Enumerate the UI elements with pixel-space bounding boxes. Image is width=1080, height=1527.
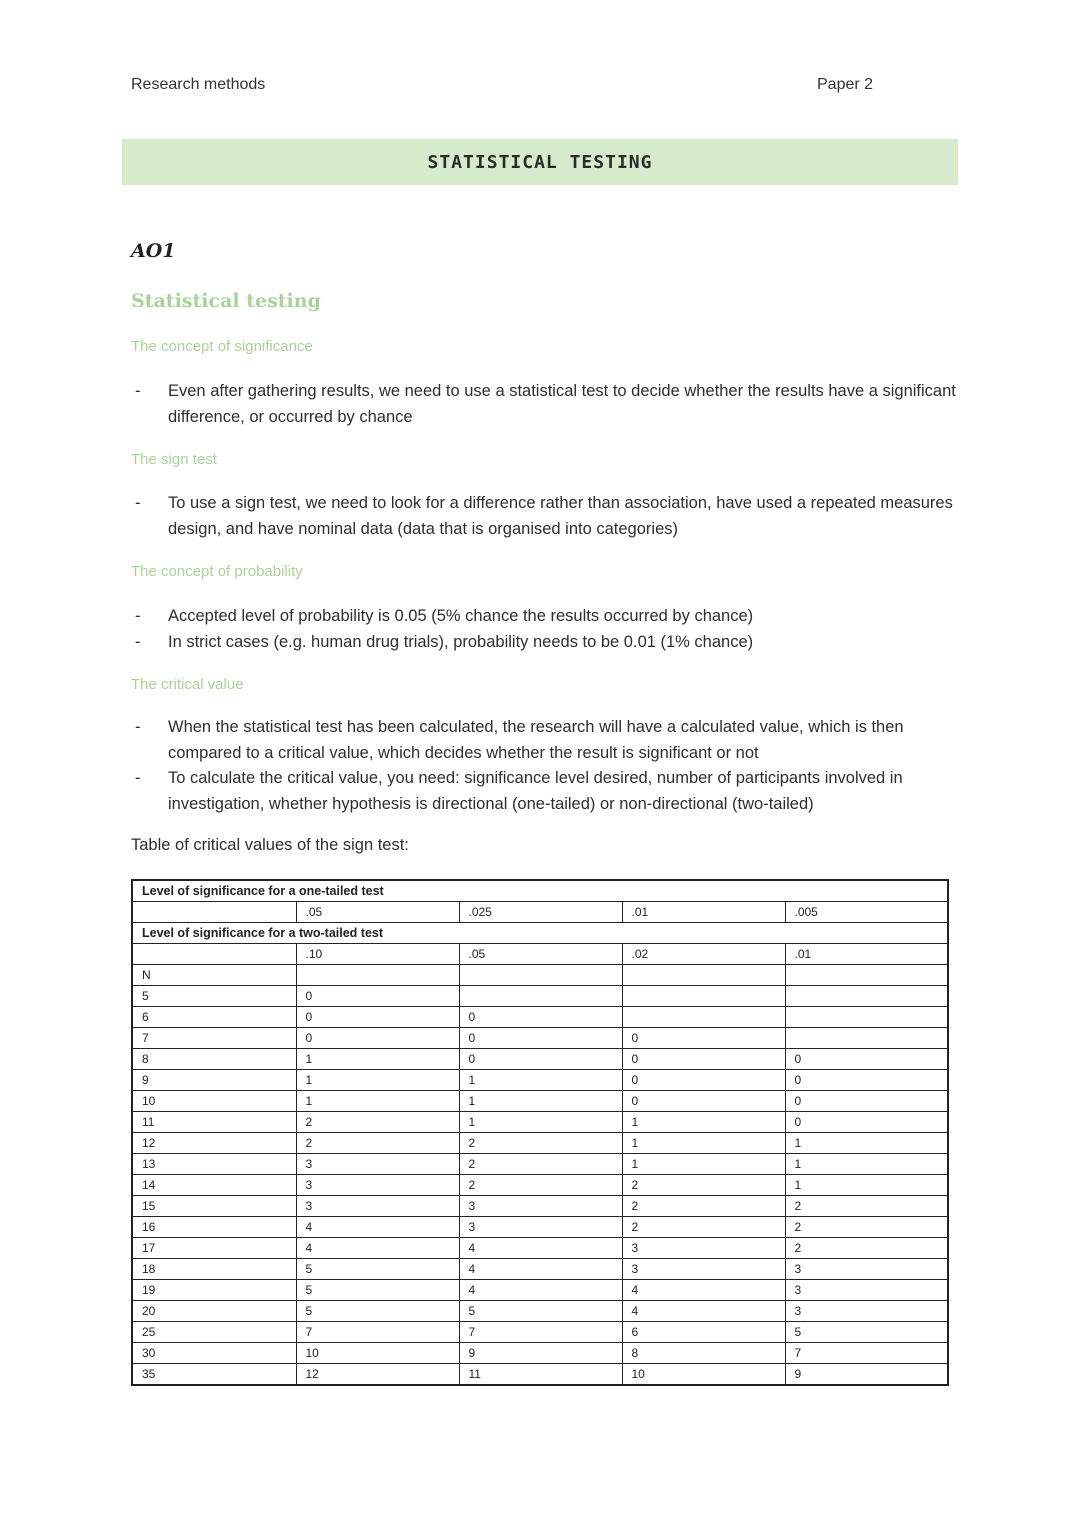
n-header-row <box>132 965 948 986</box>
table-cell: 1 <box>622 1112 785 1133</box>
table-row <box>132 1364 948 1386</box>
n-cell: 19 <box>132 1280 296 1301</box>
table-cell: 11 <box>459 1364 622 1386</box>
table-cell: 2 <box>296 1112 459 1133</box>
table-cell: 3 <box>622 1259 785 1280</box>
n-cell: 25 <box>132 1322 296 1343</box>
table-cell: 2 <box>785 1217 948 1238</box>
table-cell: 4 <box>622 1280 785 1301</box>
table-cell: .10 <box>296 944 459 965</box>
table-cell: 4 <box>459 1280 622 1301</box>
table-cell: 4 <box>296 1238 459 1259</box>
table-cell <box>785 1028 948 1049</box>
table-cell: 10 <box>622 1364 785 1386</box>
subheading-probability: The concept of probability <box>131 563 303 580</box>
two-tailed-values-row <box>132 944 948 965</box>
table-cell: 2 <box>296 1133 459 1154</box>
table-row <box>132 1007 948 1028</box>
table-cell: 1 <box>622 1154 785 1175</box>
table-cell <box>132 902 296 923</box>
n-cell: 35 <box>132 1364 296 1386</box>
table-cell: 1 <box>785 1133 948 1154</box>
n-cell: 15 <box>132 1196 296 1217</box>
table-cell: 1 <box>459 1112 622 1133</box>
table-row <box>132 1028 948 1049</box>
table-row <box>132 1112 948 1133</box>
n-cell: 16 <box>132 1217 296 1238</box>
table-cell: 3 <box>785 1280 948 1301</box>
table-cell: .01 <box>785 944 948 965</box>
table-cell: 1 <box>296 1070 459 1091</box>
table-cell: .05 <box>296 902 459 923</box>
table-cell: 4 <box>459 1238 622 1259</box>
bullet-item: - In strict cases (e.g. human drug trials), probability needs to be 0.01 (1% chance) <box>131 630 961 656</box>
table-cell: 12 <box>296 1364 459 1386</box>
table-cell: 1 <box>459 1091 622 1112</box>
title-banner <box>122 139 958 185</box>
bullet-item: - When the statistical test has been calculated, the research will have a calculated value, which is then compared to a critical value, which decides whether the result is significant or not <box>131 715 961 766</box>
table-row <box>132 1196 948 1217</box>
table-cell: 1 <box>785 1175 948 1196</box>
table-cell: 4 <box>622 1301 785 1322</box>
table-cell: 3 <box>785 1259 948 1280</box>
table-cell: 6 <box>622 1322 785 1343</box>
table-cell <box>622 1007 785 1028</box>
critical-values-table <box>131 879 949 1386</box>
table-cell: 0 <box>622 1028 785 1049</box>
table-cell: 2 <box>622 1217 785 1238</box>
table-cell: 0 <box>785 1112 948 1133</box>
table-row <box>132 1091 948 1112</box>
table-cell: 9 <box>459 1343 622 1364</box>
table-cell <box>296 965 459 986</box>
bullet-item: - To use a sign test, we need to look for a difference rather than association, have used a repeated measures design, and have nominal data (data that is organised into categories) <box>131 491 961 542</box>
subheading-sign-test: The sign test <box>131 451 217 468</box>
n-cell: 8 <box>132 1049 296 1070</box>
bullet-list-probability <box>131 604 961 655</box>
table-row <box>132 1259 948 1280</box>
table-cell: 0 <box>785 1070 948 1091</box>
n-cell: 14 <box>132 1175 296 1196</box>
two-tailed-label-row <box>132 923 948 944</box>
table-row <box>132 1049 948 1070</box>
table-cell: 5 <box>296 1280 459 1301</box>
n-cell: 20 <box>132 1301 296 1322</box>
table-cell: 0 <box>459 1028 622 1049</box>
section-label: AO1 <box>131 240 176 262</box>
table-cell: 3 <box>296 1154 459 1175</box>
table-cell: 2 <box>622 1175 785 1196</box>
table-cell: 9 <box>785 1364 948 1386</box>
n-cell: 9 <box>132 1070 296 1091</box>
bullet-list-sign-test <box>131 491 961 542</box>
table-cell: 0 <box>622 1070 785 1091</box>
table-row <box>132 986 948 1007</box>
table-cell <box>785 1007 948 1028</box>
table-cell: 2 <box>459 1154 622 1175</box>
bullet-list-critical-value <box>131 715 961 817</box>
table-cell: 0 <box>622 1049 785 1070</box>
table-cell <box>785 986 948 1007</box>
table-row <box>132 1301 948 1322</box>
table-row <box>132 1343 948 1364</box>
one-tailed-values-row <box>132 902 948 923</box>
table-row <box>132 1280 948 1301</box>
n-cell: 18 <box>132 1259 296 1280</box>
header-subject: Research methods <box>131 76 266 93</box>
table-cell: 0 <box>296 986 459 1007</box>
table-cell: .01 <box>622 902 785 923</box>
table-cell: 0 <box>296 1007 459 1028</box>
table-cell: 3 <box>459 1196 622 1217</box>
table-cell: 0 <box>785 1091 948 1112</box>
table-cell <box>785 965 948 986</box>
table-row <box>132 1217 948 1238</box>
bullet-item: - To calculate the critical value, you need: significance level desired, number of participants involved in investigation, whether hypothesis is directional (one-tailed) or non-directional (two-tailed) <box>131 766 961 817</box>
table-cell: 5 <box>296 1259 459 1280</box>
table-cell: 2 <box>459 1175 622 1196</box>
table-cell <box>459 986 622 1007</box>
one-tailed-label: Level of significance for a one-tailed test <box>132 880 948 902</box>
table-cell: 2 <box>622 1196 785 1217</box>
table-cell: 4 <box>459 1259 622 1280</box>
table-caption: Table of critical values of the sign test: <box>131 836 409 854</box>
n-cell: 13 <box>132 1154 296 1175</box>
table-cell: 0 <box>785 1049 948 1070</box>
table-cell: 5 <box>296 1301 459 1322</box>
table-cell <box>622 965 785 986</box>
n-cell: 7 <box>132 1028 296 1049</box>
table-cell: 4 <box>296 1217 459 1238</box>
table-cell: 5 <box>459 1301 622 1322</box>
table-row <box>132 1322 948 1343</box>
table-row <box>132 1154 948 1175</box>
table-cell: 1 <box>459 1070 622 1091</box>
subheading-significance: The concept of significance <box>131 338 313 355</box>
table-cell: 0 <box>459 1049 622 1070</box>
table-cell: 7 <box>785 1343 948 1364</box>
table-cell: 5 <box>785 1322 948 1343</box>
n-cell: 17 <box>132 1238 296 1259</box>
n-cell: 6 <box>132 1007 296 1028</box>
one-tailed-label-row <box>132 880 948 902</box>
table-cell: 1 <box>296 1049 459 1070</box>
n-cell: 10 <box>132 1091 296 1112</box>
two-tailed-label: Level of significance for a two-tailed test <box>132 923 948 944</box>
page-title: STATISTICAL TESTING <box>427 151 653 173</box>
table-row <box>132 1238 948 1259</box>
table-cell: 0 <box>622 1091 785 1112</box>
table-cell: 7 <box>459 1322 622 1343</box>
n-cell: 5 <box>132 986 296 1007</box>
table-cell: .02 <box>622 944 785 965</box>
table-cell: 3 <box>459 1217 622 1238</box>
table-cell <box>459 965 622 986</box>
table-cell: 1 <box>785 1154 948 1175</box>
table-cell <box>132 944 296 965</box>
table-row <box>132 1175 948 1196</box>
table-cell: .005 <box>785 902 948 923</box>
table-cell: 0 <box>296 1028 459 1049</box>
table-cell: 2 <box>785 1196 948 1217</box>
table-cell: 3 <box>622 1238 785 1259</box>
subheading-critical-value: The critical value <box>131 676 244 693</box>
table-cell <box>622 986 785 1007</box>
table-row <box>132 1070 948 1091</box>
bullet-item: - Accepted level of probability is 0.05 (5% chance the results occurred by chance) <box>131 604 961 630</box>
header-paper: Paper 2 <box>817 76 874 93</box>
table-cell: 1 <box>296 1091 459 1112</box>
n-header: N <box>132 965 296 986</box>
table-cell: 0 <box>459 1007 622 1028</box>
table-cell: 10 <box>296 1343 459 1364</box>
table-cell: 3 <box>785 1301 948 1322</box>
table-cell: 3 <box>296 1175 459 1196</box>
table-cell: .05 <box>459 944 622 965</box>
table-cell: 2 <box>459 1133 622 1154</box>
n-cell: 12 <box>132 1133 296 1154</box>
table-cell: 7 <box>296 1322 459 1343</box>
table-row <box>132 1133 948 1154</box>
section-heading: Statistical testing <box>131 290 321 312</box>
bullet-list-significance <box>131 379 961 430</box>
bullet-item: - Even after gathering results, we need to use a statistical test to decide whether the results have a significant difference, or occurred by chance <box>131 379 961 430</box>
table-cell: 3 <box>296 1196 459 1217</box>
n-cell: 11 <box>132 1112 296 1133</box>
table-cell: 8 <box>622 1343 785 1364</box>
table-cell: 2 <box>785 1238 948 1259</box>
table-cell: 1 <box>622 1133 785 1154</box>
n-cell: 30 <box>132 1343 296 1364</box>
table-cell: .025 <box>459 902 622 923</box>
